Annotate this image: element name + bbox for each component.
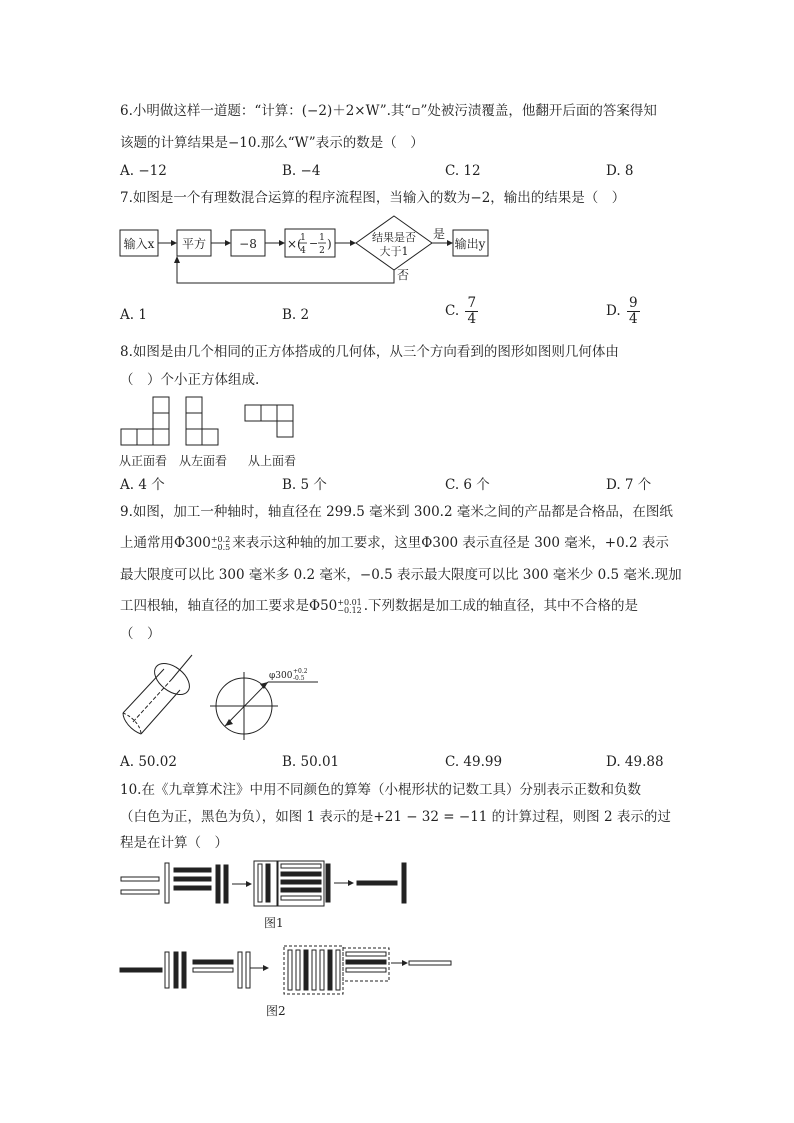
q10-line3: 程是在计算（ ） bbox=[120, 835, 228, 851]
q8-option-a[interactable]: A. 4 个 bbox=[120, 477, 165, 493]
q9-tol1-sub: −0.5 bbox=[210, 542, 231, 552]
flow-yes-label: 是 bbox=[433, 227, 446, 241]
q7-stem: 7.如图是一个有理数混合运算的程序流程图，当输入的数为−2，输出的结果是（ ） bbox=[120, 190, 626, 206]
q6-option-a[interactable]: A. −12 bbox=[120, 163, 167, 179]
q6-option-d[interactable]: D. 8 bbox=[606, 163, 634, 179]
flow-minus8-label: −8 bbox=[239, 237, 257, 251]
q8-line1: 8.如图是由几个相同的正方体搭成的几何体，从三个方向看到的图形如图则几何体由 bbox=[120, 344, 619, 360]
q9-line2-b: 来表示这种轴的加工要求，这里Φ300 表示直径是 300 毫米，+0.2 表示 bbox=[232, 535, 669, 551]
flow-frac1-num: 1 bbox=[300, 233, 306, 243]
q7-option-d-prefix: D. bbox=[606, 303, 625, 319]
q6-line2: 该题的计算结果是−10.那么“W”表示的数是（ ） bbox=[120, 135, 424, 151]
q9-line3: 最大限度可以比 300 毫米多 0.2 毫米，−0.5 表示最大限度可以比 300 毫米少 0.5 毫米.现加 bbox=[120, 567, 682, 583]
q9-fig-sub: -0.5 bbox=[293, 675, 305, 682]
q9-tol2-sup: +0.01 bbox=[337, 597, 362, 607]
q8-label-top: 从上面看 bbox=[248, 454, 297, 468]
q10-line1: 10.在《九章算术注》中用不同颜色的算筹（小棍形状的记数工具）分别表示正数和负数 bbox=[120, 782, 641, 798]
q8-label-left: 从左面看 bbox=[179, 454, 228, 468]
q9-line4-a: 工四根轴，轴直径的加工要求是Φ50 bbox=[120, 598, 338, 614]
flow-decision-line1: 结果是否 bbox=[372, 231, 416, 244]
q8-label-front: 从正面看 bbox=[119, 454, 168, 468]
q10-figure-2-caption: 图2 bbox=[266, 1004, 286, 1018]
q9-tol1-sup: +0.2 bbox=[210, 534, 231, 544]
q6-option-b[interactable]: B. −4 bbox=[282, 163, 321, 179]
figure-2-rods bbox=[120, 946, 451, 994]
q7-option-b[interactable]: B. 2 bbox=[282, 307, 310, 323]
q10-figure-1-caption: 图1 bbox=[264, 916, 284, 930]
q6-option-c[interactable]: C. 12 bbox=[445, 163, 481, 179]
q7-option-d-den: 4 bbox=[628, 311, 638, 327]
q8-option-b[interactable]: B. 5 个 bbox=[282, 477, 327, 493]
q9-line5: （ ） bbox=[120, 626, 161, 642]
q9-option-b[interactable]: B. 50.01 bbox=[282, 754, 340, 770]
q7-option-c-num: 7 bbox=[467, 295, 477, 311]
q6-line1: 6.小明做这样一道题：“计算：(−2)＋2×W”.其“▫”处被污渍覆盖，他翻开后面的答案得知 bbox=[120, 103, 657, 119]
figure-1-rods bbox=[121, 861, 406, 906]
q9-line4-b: .下列数据是加工成的轴直径，其中不合格的是 bbox=[363, 598, 639, 614]
q10-line2: （白色为正，黑色为负），如图 1 表示的是+21 − 32 = −11 的计算过程，则图 2 表示的过 bbox=[120, 809, 671, 825]
q9-fig-sup: +0.2 bbox=[293, 668, 308, 675]
flow-input-label: 输入x bbox=[123, 237, 155, 251]
flow-frac2-num: 1 bbox=[319, 233, 325, 243]
flow-decision-line2: 大于1 bbox=[379, 245, 409, 258]
flow-frac-minus: − bbox=[309, 237, 319, 250]
q7-option-c-den: 4 bbox=[467, 311, 477, 327]
q9-line1: 9.如图，加工一种轴时，轴直径在 299.5 毫米到 300.2 毫米之间的产品都是合格品，在图纸 bbox=[120, 504, 673, 520]
q9-line2-a: 上通常用Φ300 bbox=[120, 535, 211, 551]
flow-times-suffix: ) bbox=[327, 237, 332, 251]
q9-tol2-sub: −0.12 bbox=[337, 605, 362, 615]
flow-frac2-den: 2 bbox=[319, 246, 325, 256]
flow-output-label: 输出y bbox=[454, 237, 486, 251]
flow-times-prefix: ×( bbox=[287, 237, 302, 251]
q8-line2: （ ）个小正方体组成. bbox=[120, 372, 260, 388]
flow-no-label: 否 bbox=[397, 268, 410, 282]
q8-option-d[interactable]: D. 7 个 bbox=[606, 477, 652, 493]
q7-option-c-prefix: C. bbox=[445, 303, 464, 319]
q9-option-c[interactable]: C. 49.99 bbox=[445, 754, 503, 770]
q8-option-c[interactable]: C. 6 个 bbox=[445, 477, 490, 493]
q9-option-a[interactable]: A. 50.02 bbox=[120, 754, 177, 770]
q9-fig-label: φ300 bbox=[269, 671, 293, 681]
flow-square-label: 平方 bbox=[181, 237, 207, 251]
q9-option-d[interactable]: D. 49.88 bbox=[606, 754, 664, 770]
q7-option-a[interactable]: A. 1 bbox=[120, 307, 147, 323]
flow-frac1-den: 4 bbox=[300, 246, 306, 256]
q7-option-d-num: 9 bbox=[628, 295, 638, 311]
